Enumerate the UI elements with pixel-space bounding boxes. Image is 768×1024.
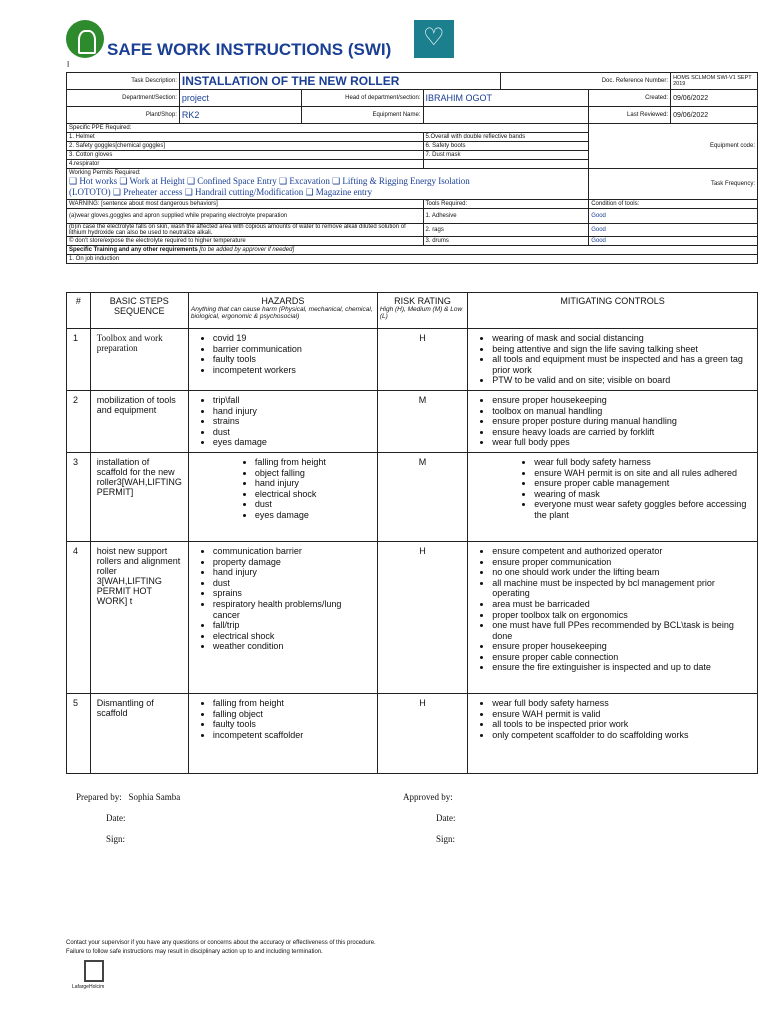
hazards-list	[195, 395, 371, 448]
plant-label: Plant/Shop:	[67, 107, 180, 124]
hazard-item: • faulty tools	[213, 354, 371, 365]
permits-label: Working Permits Required:	[69, 170, 141, 176]
control-item: • no one should work under the lifting beam	[492, 567, 751, 578]
control-item: • only competent scaffolder to do scaffolding works	[492, 730, 751, 741]
step-name: Toolbox and work preparation	[90, 329, 188, 391]
hazards-subtitle: Anything that can cause harm (Physical, mechanical, chemical, biological, ergonomic & psychosocial)	[190, 306, 373, 320]
row-number: 3	[67, 452, 91, 541]
ppe-item: 1. Helmet	[67, 133, 424, 142]
control-item: • proper toolbox talk on ergonomics	[492, 610, 751, 621]
footer-line: Contact your supervisor if you have any questions or concerns about the accuracy or effectiveness of this procedure.	[66, 940, 376, 946]
control-item: • ensure proper cable management	[534, 478, 751, 489]
task-value: INSTALLATION OF THE NEW ROLLER	[179, 73, 500, 90]
table-row	[67, 329, 758, 391]
permits-line: ❑ Hot works ❑ Work at Height ❑ Confined Space Entry ❑ Excavation ❑ Lifting & Rigging Energy Isolation	[69, 176, 470, 186]
hazards-cell	[188, 452, 377, 541]
plant-value: RK2	[179, 107, 301, 124]
date-label: Date:	[436, 813, 456, 823]
training-label: Specific Training and any other requirements	[69, 247, 198, 253]
created-value: 09/06/2022	[671, 90, 758, 107]
head-label: Head of department/section:	[301, 90, 423, 107]
hazard-item: • incompetent scaffolder	[213, 730, 371, 741]
hazards-cell	[188, 693, 377, 773]
tool-num: 2.	[425, 227, 431, 233]
hazard-item: • dust	[255, 499, 371, 510]
ppe-item: 6. Safety boots	[423, 142, 589, 151]
training-item: 1. On job induction	[67, 255, 758, 264]
prepared-value: Sophia Samba	[128, 792, 181, 802]
hazard-item: • incompetent workers	[213, 365, 371, 376]
dept-value: project	[179, 90, 301, 107]
control-item: • all machine must be inspected by bcl management prior operating	[492, 578, 751, 599]
warning-item: (a)wear gloves,goggles and apron supplied while preparing electrolyte preparation	[67, 209, 424, 224]
hazards-title: HAZARDS	[261, 296, 305, 306]
hazard-item: • barrier communication	[213, 344, 371, 355]
control-item: • wear full body safety harness	[534, 457, 751, 468]
hazards-list	[195, 333, 371, 375]
hazard-item: • hand injury	[213, 567, 371, 578]
hazard-item: • falling object	[213, 709, 371, 720]
table-row	[67, 541, 758, 693]
tools-label: Tools Required:	[423, 200, 589, 209]
equipment-code-label: Equipment code:	[589, 124, 758, 169]
hazard-item: • weather condition	[213, 641, 371, 652]
warning-item: © don't store/expose the electrolyte required to higher temperature	[67, 237, 424, 246]
col-risk-header	[377, 293, 467, 329]
hazard-item: • property damage	[213, 557, 371, 568]
control-item: • ensure heavy loads are carried by forklift	[492, 427, 751, 438]
ppe-item: 7. Dust mask	[423, 151, 589, 160]
control-item: • wear full body ppes	[492, 437, 751, 448]
tool-name: Adhesive	[431, 213, 457, 219]
controls-list	[474, 698, 751, 740]
tool-item	[423, 237, 589, 246]
hazards-cell	[188, 390, 377, 452]
hazard-item: • hand injury	[213, 406, 371, 417]
control-item: • ensure proper housekeeping	[492, 641, 751, 652]
hazard-item: • covid 19	[213, 333, 371, 344]
control-item: • all tools to be inspected prior work	[492, 719, 751, 730]
control-item: • all tools and equipment must be inspected and has a green tag prior work	[492, 354, 751, 375]
tool-item	[423, 224, 589, 237]
tool-num: 1.	[425, 213, 431, 219]
control-item: • toolbox on manual handling	[492, 406, 751, 417]
page-title: SAFE WORK INSTRUCTIONS (SWI)	[107, 40, 392, 59]
warning-item: (b)in case the electrolyte falls on skin, wash the affected area with copious amounts of water to remove alkali diluted solution of lithium hydroxide can also be used to neutralize alkali.	[67, 224, 424, 237]
heart-hand-logo-icon	[414, 20, 454, 58]
control-item: • ensure competent and authorized operator	[492, 546, 751, 557]
control-item: • area must be barricaded	[492, 599, 751, 610]
risk-rating: H	[377, 693, 467, 773]
doc-ref-label: Doc. Reference Number:	[501, 73, 671, 90]
table-row	[67, 452, 758, 541]
control-item: • PTW to be valid and on site; visible on board	[492, 375, 751, 386]
hazard-item: • dust	[213, 578, 371, 589]
ppe-item: 5.Overall with double reflective bands	[423, 133, 589, 142]
ppe-item	[423, 160, 589, 169]
head-value: IBRAHIM OGOT	[423, 90, 589, 107]
permits-cell	[67, 169, 589, 200]
hazards-list	[195, 457, 371, 521]
sign-label: Sign:	[106, 834, 126, 844]
last-reviewed-label: Last Reviewed:	[589, 107, 671, 124]
dept-label: Department/Section:	[67, 90, 180, 107]
approved-label: Approved by:	[403, 792, 453, 802]
control-item: • ensure the fire extinguisher is inspected and up to date	[492, 662, 751, 673]
hazard-item: • falling from height	[213, 698, 371, 709]
row-number: 5	[67, 693, 91, 773]
control-item: • wearing of mask and social distancing	[492, 333, 751, 344]
footer-line: Failure to follow safe instructions may result in disciplinary action up to and including termination.	[66, 949, 323, 955]
control-item: • wearing of mask	[534, 489, 751, 500]
hazard-item: • fall/trip	[213, 620, 371, 631]
footer-notes	[66, 939, 376, 957]
controls-cell	[468, 390, 758, 452]
risk-subtitle: High (H), Medium (M) & Low (L)	[379, 306, 463, 320]
control-item: • ensure proper housekeeping	[492, 395, 751, 406]
step-name: mobilization of tools and equipment	[90, 390, 188, 452]
doc-ref-value: HOMS SCLMOM SWI-V1 SEPT 2019	[671, 73, 758, 90]
hazards-list	[195, 546, 371, 652]
tool-condition: Good	[589, 237, 758, 246]
controls-cell	[468, 452, 758, 541]
step-name: Dismantling of scaffold	[90, 693, 188, 773]
risk-rating: H	[377, 541, 467, 693]
hazard-item: • respiratory health problems/lung cancer	[213, 599, 371, 620]
hazards-cell	[188, 329, 377, 391]
task-label: Task Description:	[67, 73, 180, 90]
tree-logo-icon	[66, 20, 104, 58]
tool-item	[423, 209, 589, 224]
controls-list	[474, 546, 751, 673]
step-name: hoist new support rollers and alignment roller 3[WAH,LIFTING PERMIT HOT WORK] t	[90, 541, 188, 693]
step-name: installation of scaffold for the new roller3[WAH,LIFTING PERMIT]	[90, 452, 188, 541]
controls-list	[474, 457, 751, 521]
row-number: 4	[67, 541, 91, 693]
ppe-item: 2. Safety goggles[chemical goggles]	[67, 142, 424, 151]
hazard-item: • sprains	[213, 588, 371, 599]
hazard-item: • electrical shock	[213, 631, 371, 642]
controls-cell	[468, 541, 758, 693]
control-item: • ensure proper posture during manual handling	[492, 416, 751, 427]
row-number: 1	[67, 329, 91, 391]
condition-label: Condition of tools:	[589, 200, 758, 209]
sign-label: Sign:	[436, 834, 456, 844]
control-item: • being attentive and sign the life saving talking sheet	[492, 344, 751, 355]
tick-mark: I	[67, 60, 70, 69]
tool-condition: Good	[589, 209, 758, 224]
hazard-table	[66, 292, 758, 774]
control-item: • ensure proper communication	[492, 557, 751, 568]
col-steps-header: BASIC STEPS SEQUENCE	[90, 293, 188, 329]
hazards-list	[195, 698, 371, 740]
risk-title: RISK RATING	[394, 296, 451, 306]
permits-line: (LOTOTO) ❑ Preheater access ❑ Handrail cutting/Modification ❑ Magazine entry	[69, 187, 373, 197]
tool-num: 3.	[425, 238, 431, 244]
task-frequency-label: Task Frequency:	[589, 169, 758, 200]
controls-cell	[468, 693, 758, 773]
controls-cell	[468, 329, 758, 391]
control-item: • one must have full PPes recommended by BCL\task is being done	[492, 620, 751, 641]
training-label-cell	[67, 246, 758, 255]
tool-condition: Good	[589, 224, 758, 237]
controls-list	[474, 333, 751, 386]
controls-list	[474, 395, 751, 448]
task-info-table	[66, 72, 758, 264]
table-row	[67, 693, 758, 773]
hazards-cell	[188, 541, 377, 693]
hazard-item: • electrical shock	[255, 489, 371, 500]
hazard-item: • hand injury	[255, 478, 371, 489]
hazard-item: • strains	[213, 416, 371, 427]
hazard-item: • trip\fall	[213, 395, 371, 406]
training-hint: [to be added by approver if needed]	[199, 247, 295, 253]
ppe-item: 3. Cotton gloves	[67, 151, 424, 160]
prepared-label: Prepared by:	[76, 792, 122, 802]
warning-label: WARNING: [sentence about most dangerous behaviors]	[67, 200, 424, 209]
control-item: • wear full body safety harness	[492, 698, 751, 709]
col-hazards-header	[188, 293, 377, 329]
table-row	[67, 390, 758, 452]
control-item: • ensure proper cable connection	[492, 652, 751, 663]
ppe-item: 4.respirator	[67, 160, 424, 169]
created-label: Created:	[589, 90, 671, 107]
tool-name: rags	[432, 227, 444, 233]
hazard-item: • falling from height	[255, 457, 371, 468]
tool-name: drums	[432, 238, 449, 244]
col-controls-header: MITIGATING CONTROLS	[468, 293, 758, 329]
risk-rating: H	[377, 329, 467, 391]
last-reviewed-value: 09/06/2022	[671, 107, 758, 124]
equipment-name-label: Equipment Name:	[301, 107, 423, 124]
control-item: • ensure WAH permit is valid	[492, 709, 751, 720]
lafargeholcim-logo-icon	[84, 960, 104, 982]
prepared-by	[76, 792, 180, 802]
risk-rating: M	[377, 452, 467, 541]
ppe-label: Specific PPE Required:	[67, 124, 589, 133]
equipment-name-value	[423, 107, 589, 124]
row-number: 2	[67, 390, 91, 452]
col-num-header: #	[67, 293, 91, 329]
hazard-item: • eyes damage	[255, 510, 371, 521]
brand-name: LafargeHolcim	[72, 984, 105, 990]
hazard-item: • dust	[213, 427, 371, 438]
hazard-item: • communication barrier	[213, 546, 371, 557]
hazard-item: • faulty tools	[213, 719, 371, 730]
date-label: Date:	[106, 813, 126, 823]
control-item: • ensure WAH permit is on site and all rules adhered	[534, 468, 751, 479]
control-item: • everyone must wear safety goggles before accessing the plant	[534, 499, 751, 520]
risk-rating: M	[377, 390, 467, 452]
hazard-item: • object falling	[255, 468, 371, 479]
hazard-item: • eyes damage	[213, 437, 371, 448]
